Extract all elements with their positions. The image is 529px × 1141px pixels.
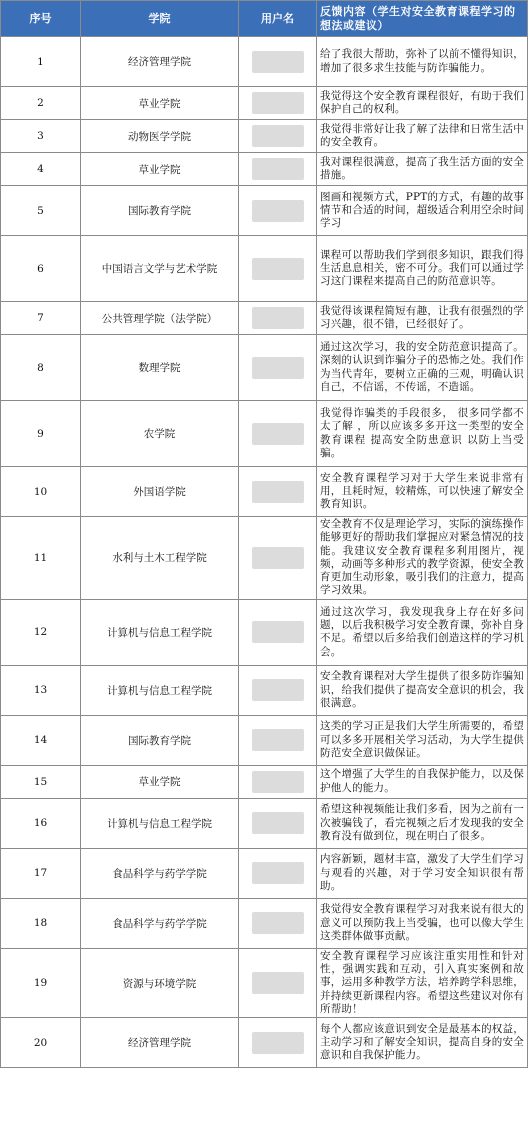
table-row [1,236,528,302]
table-row [1,467,528,517]
feedback-cell: 图画和视频方式，PPT的方式，有趣的故事情节和合适的时间，超级适合利用空余时间学习 [317,186,528,236]
row-number: 19 [1,948,81,1017]
college-cell: 动物医学学院 [81,120,239,153]
college-cell: 数理学院 [81,335,239,401]
row-number: 13 [1,665,81,715]
row-number: 7 [1,302,81,335]
redacted-username [252,729,304,751]
feedback-cell: 给了我很大帮助，弥补了以前不懂得知识，增加了很多求生技能与防诈骗能力。 [317,37,528,87]
college-cell: 农学院 [81,401,239,467]
feedback-cell: 我对课程很满意，提高了我生活方面的安全措施。 [317,153,528,186]
feedback-cell: 安全教育课程学习对于大学生来说非常有用，且耗时短，较精炼，可以快速了解安全教育知识。 [317,467,528,517]
feedback-cell: 希望这种视频能让我们多看，因为之前有一次被骗钱了，看完视频之后才发现我的安全教育没有做到位，现在明白了很多。 [317,798,528,848]
row-number: 14 [1,715,81,765]
college-cell: 外国语学院 [81,467,239,517]
table-row [1,87,528,120]
college-cell: 国际教育学院 [81,715,239,765]
college-cell: 食品科学与药学学院 [81,898,239,948]
feedback-cell: 每个人都应该意识到安全是最基本的权益，主动学习和了解安全知识，提高自身的安全意识和自我保护能力。 [317,1018,528,1068]
username-cell [239,1018,317,1068]
redacted-username [252,862,304,884]
redacted-username [252,357,304,379]
row-number: 4 [1,153,81,186]
college-cell: 食品科学与药学学院 [81,848,239,898]
redacted-username [252,812,304,834]
username-cell [239,765,317,798]
redacted-username [252,92,304,114]
redacted-username [252,679,304,701]
redacted-username [252,307,304,329]
table-row [1,401,528,467]
table-row [1,335,528,401]
table-row [1,715,528,765]
redacted-username [252,547,304,569]
table-row [1,517,528,600]
feedback-cell: 安全教育课程学习应该注重实用性和针对性，强调实践和互动，引入真实案例和故事，运用多种教学方法，培养跨学科思维，并持续更新课程内容。希望这些建议对你有所帮助！ [317,948,528,1017]
redacted-username [252,771,304,793]
row-number: 20 [1,1018,81,1068]
table-row [1,765,528,798]
feedback-cell: 我觉得非常好让我了解了法律和日常生活中的安全教育。 [317,120,528,153]
redacted-username [252,912,304,934]
redacted-username [252,258,304,280]
table-row [1,37,528,87]
row-number: 8 [1,335,81,401]
username-cell [239,302,317,335]
row-number: 10 [1,467,81,517]
feedback-cell: 这类的学习正是我们大学生所需要的，希望可以多多开展相关学习活动，为大学生提供防范安全意识做保证。 [317,715,528,765]
college-cell: 水利与土木工程学院 [81,517,239,600]
row-number: 15 [1,765,81,798]
feedback-cell: 我觉得诈骗类的手段很多， 很多同学都不太了解 ，所以应该多多开这一类型的安全教育课程 提高安全防患意识 以防上当受骗。 [317,401,528,467]
table-row [1,798,528,848]
college-cell: 计算机与信息工程学院 [81,599,239,665]
feedback-cell: 我觉得该课程简短有趣，让我有很强烈的学习兴趣，很不错，已经很好了。 [317,302,528,335]
feedback-cell: 我觉得安全教育课程学习对我来说有很大的意义可以预防我上当受骗，也可以像大学生这类群体做事贡献。 [317,898,528,948]
college-cell: 国际教育学院 [81,186,239,236]
college-cell: 计算机与信息工程学院 [81,798,239,848]
row-number: 6 [1,236,81,302]
college-cell: 公共管理学院（法学院） [81,302,239,335]
table-row [1,665,528,715]
feedback-cell: 这个增强了大学生的自我保护能力，以及保护他人的能力。 [317,765,528,798]
username-cell [239,236,317,302]
username-cell [239,87,317,120]
redacted-username [252,621,304,643]
row-number: 9 [1,401,81,467]
table-row [1,599,528,665]
row-number: 5 [1,186,81,236]
username-cell [239,948,317,1017]
username-cell [239,715,317,765]
username-cell [239,186,317,236]
username-cell [239,153,317,186]
username-cell [239,798,317,848]
header-feedback: 反馈内容（学生对安全教育课程学习的想法或建议） [317,1,528,37]
row-number: 16 [1,798,81,848]
table-row [1,302,528,335]
table-row [1,848,528,898]
username-cell [239,599,317,665]
table-row [1,186,528,236]
header-college: 学院 [81,1,239,37]
username-cell [239,120,317,153]
redacted-username [252,200,304,222]
header-username: 用户名 [239,1,317,37]
username-cell [239,37,317,87]
feedback-cell: 内容新颖，题材丰富，激发了大学生们学习与观看的兴趣，对于学习安全知识很有帮助。 [317,848,528,898]
college-cell: 中国语言文学与艺术学院 [81,236,239,302]
college-cell: 计算机与信息工程学院 [81,665,239,715]
redacted-username [252,158,304,180]
row-number: 2 [1,87,81,120]
redacted-username [252,51,304,73]
feedback-cell: 安全教育不仅是理论学习，实际的演练操作能够更好的帮助我们掌握应对紧急情况的技能。我建议安全教育课程多利用图片，视频，动画等多种形式的教学资源，使安全教育更加生动形象，吸引我们的注意力，提高学习效果。 [317,517,528,600]
redacted-username [252,125,304,147]
row-number: 3 [1,120,81,153]
college-cell: 草业学院 [81,765,239,798]
header-number: 序号 [1,1,81,37]
username-cell [239,665,317,715]
college-cell: 经济管理学院 [81,37,239,87]
row-number: 17 [1,848,81,898]
feedback-cell: 安全教育课程对大学生提供了很多防诈骗知识，给我们提供了提高安全意识的机会，我很满意。 [317,665,528,715]
username-cell [239,467,317,517]
row-number: 1 [1,37,81,87]
feedback-cell: 通过这次学习，我的安全防范意识提高了。深刻的认识到诈骗分子的恐怖之处。我们作为当代青年，要树立正确的三观，明确认识自己，不信谣，不传谣，不造谣。 [317,335,528,401]
username-cell [239,898,317,948]
table-row [1,153,528,186]
redacted-username [252,481,304,503]
college-cell: 草业学院 [81,153,239,186]
college-cell: 经济管理学院 [81,1018,239,1068]
feedback-cell: 我觉得这个安全教育课程很好，有助于我们保护自己的权利。 [317,87,528,120]
row-number: 18 [1,898,81,948]
row-number: 12 [1,599,81,665]
username-cell [239,335,317,401]
redacted-username [252,1032,304,1054]
college-cell: 草业学院 [81,87,239,120]
username-cell [239,517,317,600]
table-row [1,898,528,948]
table-row [1,1018,528,1068]
username-cell [239,401,317,467]
header-row [1,1,528,37]
row-number: 11 [1,517,81,600]
feedback-cell: 通过这次学习，我发现我身上存在好多问题，以后我积极学习安全教育课，弥补自身不足。希望以后多给我们创造这样的学习机会。 [317,599,528,665]
username-cell [239,848,317,898]
redacted-username [252,972,304,994]
table-row [1,120,528,153]
redacted-username [252,423,304,445]
table-row [1,948,528,1017]
feedback-cell: 课程可以帮助我们学到很多知识，跟我们得生活息息相关，密不可分。我们可以通过学习这门课程来提高自己的防范意识等。 [317,236,528,302]
college-cell: 资源与环境学院 [81,948,239,1017]
